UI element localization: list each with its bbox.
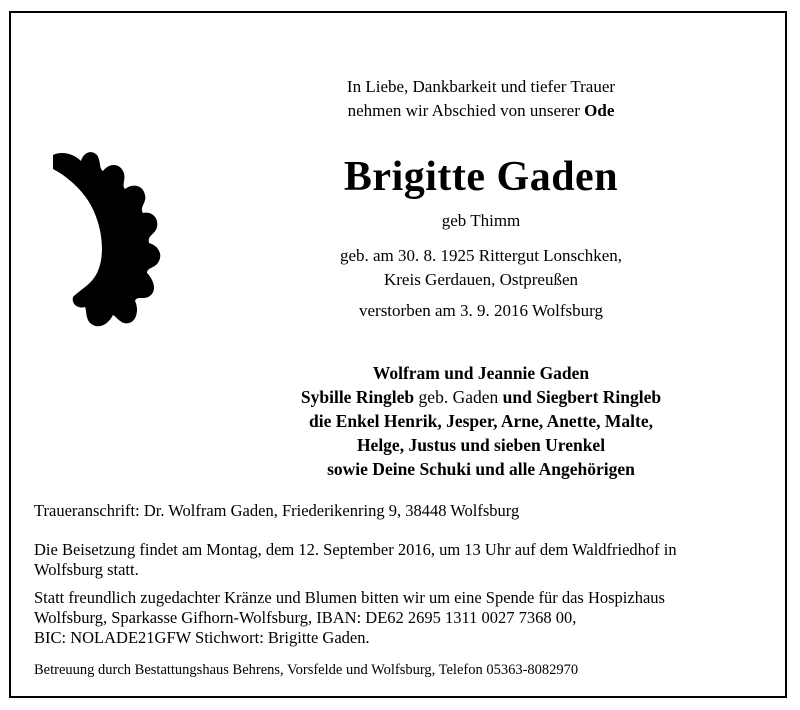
family-line-2 <box>211 386 751 408</box>
deceased-name: Brigitte Gaden <box>343 154 619 200</box>
birth-line-1: geb. am 30. 8. 1925 Rittergut Lonschken, <box>339 246 623 265</box>
intro-line-2-text: nehmen wir Abschied von unserer <box>347 101 585 120</box>
death-line: verstorben am 3. 9. 2016 Wolfsburg <box>358 301 603 320</box>
family-line-5: sowie Deine Schuki und alle Angehörigen <box>327 459 635 479</box>
family-line-2-b: geb. Gaden <box>414 387 503 407</box>
oak-leaf-icon <box>51 149 181 344</box>
undertaker-footer: Betreuung durch Bestattungshaus Behrens, Vorsfelde und Wolfsburg, Telefon 05363-8082970 <box>34 662 579 678</box>
donation-line-3: BIC: NOLADE21GFW Stichwort: Brigitte Gaden. <box>34 628 370 647</box>
intro-line-1: In Liebe, Dankbarkeit und tiefer Trauer <box>346 77 616 96</box>
mourning-address: Traueranschrift: Dr. Wolfram Gaden, Friederikenring 9, 38448 Wolfsburg <box>34 501 520 520</box>
birth-line-2: Kreis Gerdauen, Ostpreußen <box>383 270 578 289</box>
obituary-notice <box>9 11 787 698</box>
relation-word: Ode <box>584 101 615 120</box>
maiden-name: geb Thimm <box>441 211 521 230</box>
family-line-1: Wolfram und Jeannie Gaden <box>372 363 590 383</box>
family-line-2-a: Sybille Ringleb <box>300 387 415 407</box>
funeral-line-1: Die Beisetzung findet am Montag, dem 12. September 2016, um 13 Uhr auf dem Waldfriedhof in <box>34 540 677 559</box>
family-line-3: die Enkel Henrik, Jesper, Arne, Anette, Malte, <box>309 411 653 431</box>
intro-line-2 <box>211 101 751 121</box>
funeral-line-2: Wolfsburg statt. <box>34 560 139 579</box>
family-line-4: Helge, Justus und sieben Urenkel <box>356 435 606 455</box>
donation-line-1: Statt freundlich zugedachter Kränze und Blumen bitten wir um eine Spende für das Hospizhaus <box>34 588 665 607</box>
family-line-2-c: und Siegbert Ringleb <box>502 387 662 407</box>
donation-line-2: Wolfsburg, Sparkasse Gifhorn-Wolfsburg, IBAN: DE62 2695 1311 0027 7368 00, <box>34 608 577 627</box>
